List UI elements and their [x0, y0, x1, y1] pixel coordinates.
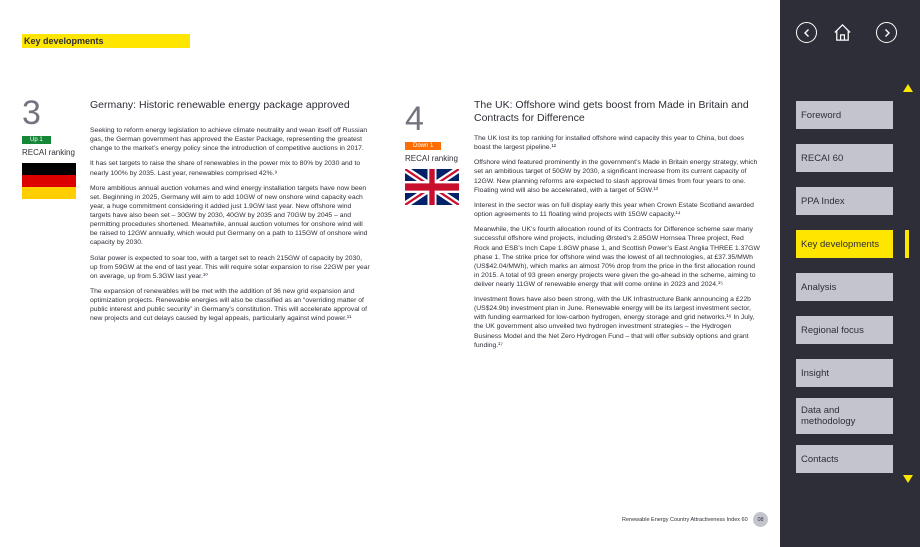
uk-paragraph: Meanwhile, the UK’s fourth allocation round of its Contracts for Difference scheme saw many successful offshore wind projects, including Ørsted’s 2.85GW Hornsea Three project, Red Rock and ESB’s Inch Cape 1.8GW phase 1, and Scottish Power’s East Anglia THREE 1.37GW phase 1. The strike price for offshore wind was the lowest of all technologies, at £37.35/MWh (US$42.04/MWh), which marks an almost 70% drop from the price in the first allocation round in 2015. A total of 93 green energy projects were given the go-ahead in the scheme, aiming to deliver nearly 11GW of renewable energy that will come online in 2023 and 2024.¹⁵ [474, 226, 760, 288]
germany-rank-change-badge: Up 1 [22, 136, 51, 144]
home-icon[interactable] [832, 22, 853, 43]
scroll-down-icon[interactable] [903, 475, 913, 483]
nav-item-regional-focus[interactable]: Regional focus [796, 316, 893, 344]
uk-paragraph: Interest in the sector was on full display early this year when Crown Estate Scotland awarded option agreements to 11 floating wind projects with 15GW capacity.¹⁴ [474, 201, 754, 219]
germany-paragraph: The expansion of renewables will be met with the addition of 36 new grid expansion and optimization projects. Renewable energies will also be classified as an “overriding matter of public interest and public security” in Germany’s constitution. This will accelerate approval of new projects and cut delays caused by legal appeals, particularly against wind power.¹¹ [90, 288, 368, 323]
germany-paragraph: Solar power is expected to soar too, with a target set to reach 215GW of capacity by 2030, up from 59GW at the end of last year. This will require solar expansion to rise 22GW per year on average, up from 5.3GW last year.¹⁰ [90, 254, 370, 280]
germany-article [90, 99, 370, 330]
uk-rank-number: 4 [405, 100, 424, 138]
uk-article-title: The UK: Offshore wind gets boost from Made in Britain and Contracts for Difference [474, 99, 749, 124]
germany-paragraph: It has set targets to raise the share of renewables in the power mix to 80% by 2030 and to nearly 100% by 2035. Last year, renewables comprised 42%.⁹ [90, 160, 361, 177]
nav-item-data-methodology[interactable]: Data and methodology [796, 398, 893, 434]
section-tag: Key developments [22, 34, 190, 48]
germany-paragraph: Seeking to reform energy legislation to achieve climate neutrality and wean itself off Russian gas, the German government has approved the Easter Package, representing the greatest change to the market’s energy policy since the introduction of competitive auctions in 2017. [90, 127, 368, 153]
uk-rank-block [405, 100, 459, 210]
sidebar-nav [780, 0, 920, 547]
chevron-left-icon [802, 28, 812, 38]
nav-item-key-developments[interactable]: Key developments [796, 230, 893, 258]
uk-paragraph: Offshore wind featured prominently in the government’s Made in Britain energy strategy, which set an ambitious target of 50GW by 2030, a significant increase from its current capacity of 12GW. New planning reforms are expected to slash approval times from four years to one. Floating wind will also be accelerated, with a target of 5GW.¹³ [474, 159, 758, 194]
chevron-right-icon [882, 28, 892, 38]
page-number: 08 [753, 512, 768, 527]
germany-article-title: Germany: Historic renewable energy package approved [90, 99, 350, 111]
nav-item-ppa-index[interactable]: PPA Index [796, 187, 893, 215]
footer-report-title: Renewable Energy Country Attractiveness Index 60 [622, 517, 748, 523]
uk-flag-icon [405, 169, 459, 205]
uk-rank-label: RECAI ranking [405, 154, 458, 163]
nav-item-foreword[interactable]: Foreword [796, 101, 893, 129]
nav-item-contacts[interactable]: Contacts [796, 445, 893, 473]
uk-article [474, 99, 760, 356]
nav-item-insight[interactable]: Insight [796, 359, 893, 387]
nav-item-analysis[interactable]: Analysis [796, 273, 893, 301]
germany-rank-block [22, 94, 76, 204]
uk-rank-change-badge: Down 1 [405, 142, 441, 150]
germany-paragraph: More ambitious annual auction volumes and wind energy installation targets have now been set. Beginning in 2025, Germany will aim to add 10GW of new onshore wind capacity each year, a huge commitment considering it added just 1.9GW last year. New offshore wind targets have also been set – 30GW by 2030, 40GW by 2035 and 70GW by 2045 – and permitting procedures shortened. Meanwhile, annual auction volumes for onshore wind will be raised to 12GW annually, which would put Germany on a path to 115GW of onshore wind capacity by 2030. [90, 184, 368, 247]
previous-page-button[interactable] [796, 22, 817, 43]
active-section-indicator [905, 230, 909, 258]
next-page-button[interactable] [876, 22, 897, 43]
germany-rank-number: 3 [22, 94, 41, 132]
germany-flag-icon [22, 163, 76, 199]
uk-paragraph: Investment flows have also been strong, with the UK Infrastructure Bank announcing a £22b (US$24.9b) investment plan in June. Renewable energy will be its largest investment sector, with funding earmarked for low-carbon hydrogen, energy storage and grid networks.¹⁶ In July, the UK government also unveiled two hydrogen investment strategies – the Hydrogen Business Model and the Net Zero Hydrogen Fund – that will offer subsidy options and grant funding.¹⁷ [474, 296, 755, 349]
uk-paragraph: The UK lost its top ranking for installed offshore wind capacity this year to China, but does boast the largest pipeline.¹² [474, 135, 745, 152]
nav-item-recai-60[interactable]: RECAI 60 [796, 144, 893, 172]
germany-rank-label: RECAI ranking [22, 148, 75, 157]
scroll-up-icon[interactable] [903, 84, 913, 92]
